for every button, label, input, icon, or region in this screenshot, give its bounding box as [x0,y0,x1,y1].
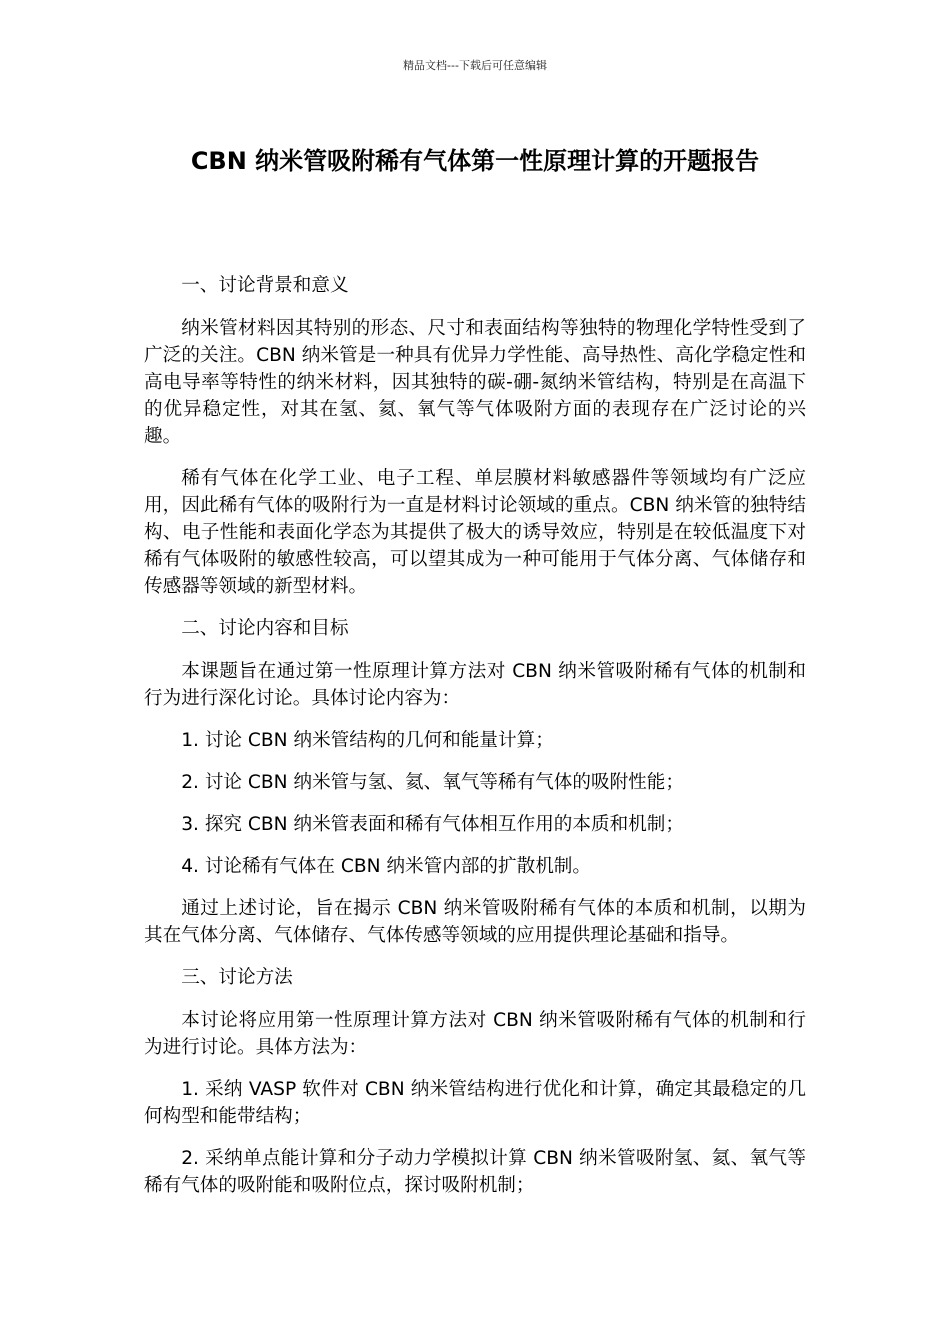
list-item-content-4: 4. 讨论稀有气体在 CBN 纳米管内部的扩散机制。 [181,856,591,877]
paragraph-background-2: 稀有气体在化学工业、电子工程、单层膜材料敏感器件等领域均有广泛应用，因此稀有气体的吸附行为一直是材料讨论领域的重点。CBN 纳米管的独特结构、电子性能和表面化学态为其提供了极大的诱导效应，特别是在较低温度下对稀有气体吸附的敏感性较高，可以望其成为一种可能用于气体分离、气体储存和传感器等领域的新型材料。 [144,468,806,597]
paragraph-background-1: 纳米管材料因其特别的形态、尺寸和表面结构等独特的物理化学特性受到了广泛的关注。CBN 纳米管是一种具有优异力学性能、高导热性、高化学稳定性和高电导率等特性的纳米材料，因其独特的碳-硼-氮纳米管结构，特别是在高温下的优异稳定性，对其在氢、氦、氧气等气体吸附方面的表现存在广泛讨论的兴趣。 [144,318,806,447]
document-title: CBN 纳米管吸附稀有气体第一性原理计算的开题报告 [190,147,760,175]
list-item-content-1: 1. 讨论 CBN 纳米管结构的几何和能量计算； [181,730,554,751]
paragraph-method-intro: 本讨论将应用第一性原理计算方法对 CBN 纳米管吸附稀有气体的机制和行为进行讨论。具体方法为： [144,1010,806,1058]
paragraph-content-intro: 本课题旨在通过第一性原理计算方法对 CBN 纳米管吸附稀有气体的机制和行为进行深化讨论。具体讨论内容为： [144,661,806,709]
list-item-method-1: 1. 采纳 VASP 软件对 CBN 纳米管结构进行优化和计算，确定其最稳定的几何构型和能带结构； [144,1079,806,1127]
paragraph-content-summary: 通过上述讨论，旨在揭示 CBN 纳米管吸附稀有气体的本质和机制，以期为其在气体分离、气体储存、气体传感等领域的应用提供理论基础和指导。 [144,898,806,946]
section-heading-background: 一、讨论背景和意义 [181,275,349,296]
section-heading-content: 二、讨论内容和目标 [181,618,349,639]
page-header: 精品文档---下载后可任意编辑 [403,59,547,72]
list-item-method-2: 2. 采纳单点能计算和分子动力学模拟计算 CBN 纳米管吸附氢、氦、氧气等稀有气体的吸附能和吸附位点，探讨吸附机制； [144,1148,806,1196]
document-body [144,272,806,1214]
list-item-content-2: 2. 讨论 CBN 纳米管与氢、氦、氧气等稀有气体的吸附性能； [181,772,684,793]
list-item-content-3: 3. 探究 CBN 纳米管表面和稀有气体相互作用的本质和机制； [181,814,684,835]
section-heading-method: 三、讨论方法 [181,967,293,988]
